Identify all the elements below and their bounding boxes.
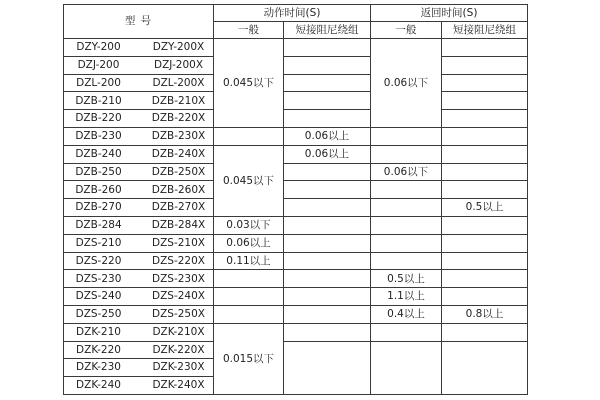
return-short-cell bbox=[442, 110, 528, 128]
model-code-x: DZB-240X bbox=[151, 147, 206, 160]
action-short-cell bbox=[284, 39, 371, 57]
model-cell bbox=[64, 252, 214, 270]
action-short-cell bbox=[284, 163, 371, 181]
model-cell bbox=[64, 359, 214, 377]
return-general-cell bbox=[371, 252, 442, 270]
action-short-cell bbox=[284, 181, 371, 199]
return-general-cell: 0.06以下 bbox=[371, 163, 442, 181]
header-return-group: 返回时间(S) bbox=[371, 5, 528, 22]
action-short-cell bbox=[284, 234, 371, 252]
header-row-1 bbox=[64, 5, 528, 22]
model-cell bbox=[64, 181, 214, 199]
model-cell bbox=[64, 39, 214, 57]
action-general-cell bbox=[214, 288, 284, 306]
action-general-cell bbox=[214, 305, 284, 323]
action-general-cell: 0.015以下 bbox=[214, 323, 284, 394]
return-general-cell bbox=[371, 216, 442, 234]
model-cell bbox=[64, 377, 214, 395]
return-short-cell bbox=[442, 270, 528, 288]
model-code-x: DZS-250X bbox=[152, 308, 205, 321]
model-code-x: DZB-250X bbox=[151, 165, 206, 178]
table-row bbox=[64, 163, 528, 181]
table-row bbox=[64, 74, 528, 92]
model-cell bbox=[64, 234, 214, 252]
table-row bbox=[64, 216, 528, 234]
header-action-group: 动作时间(S) bbox=[214, 5, 371, 22]
model-code-x: DZK-240X bbox=[152, 379, 205, 392]
model-cell bbox=[64, 199, 214, 217]
table-row bbox=[64, 252, 528, 270]
table-row bbox=[64, 110, 528, 128]
model-cell bbox=[64, 323, 214, 341]
model-code-x: DZS-230X bbox=[152, 272, 205, 285]
model-cell bbox=[64, 305, 214, 323]
model-code: DZB-240 bbox=[75, 147, 122, 160]
action-short-cell bbox=[284, 288, 371, 306]
action-short-cell bbox=[284, 110, 371, 128]
model-code-x: DZS-220X bbox=[152, 254, 205, 267]
table-row bbox=[64, 199, 528, 217]
model-cell bbox=[64, 216, 214, 234]
model-code: DZK-220 bbox=[76, 343, 121, 356]
header-model: 型 号 bbox=[64, 5, 214, 39]
return-short-cell bbox=[442, 181, 528, 199]
spec-table bbox=[63, 4, 528, 395]
table-row bbox=[64, 145, 528, 163]
model-code-x: DZB-210X bbox=[151, 94, 206, 107]
model-cell bbox=[64, 341, 214, 359]
return-general-cell: 0.06以下 bbox=[371, 39, 442, 128]
action-general-cell: 0.06以上 bbox=[214, 234, 284, 252]
action-short-cell: 0.06以上 bbox=[284, 145, 371, 163]
return-short-cell bbox=[442, 163, 528, 181]
return-general-cell bbox=[371, 323, 442, 341]
header-return-short-damping: 短接阻尼绕组 bbox=[442, 22, 528, 39]
return-general-cell bbox=[371, 341, 442, 394]
model-code-x: DZY-200X bbox=[152, 41, 205, 54]
model-code: DZB-284 bbox=[75, 219, 122, 232]
model-code-x: DZS-240X bbox=[152, 290, 205, 303]
model-cell bbox=[64, 145, 214, 163]
model-code-x: DZB-270X bbox=[151, 201, 206, 214]
model-cell bbox=[64, 110, 214, 128]
table-row bbox=[64, 127, 528, 145]
action-short-cell bbox=[284, 323, 371, 341]
action-short-cell bbox=[284, 252, 371, 270]
table-row bbox=[64, 305, 528, 323]
model-code: DZJ-200 bbox=[77, 58, 120, 71]
action-general-cell: 0.045以下 bbox=[214, 39, 284, 128]
model-code: DZY-200 bbox=[76, 41, 121, 54]
model-cell bbox=[64, 270, 214, 288]
action-short-cell bbox=[284, 92, 371, 110]
model-code-x: DZB-260X bbox=[151, 183, 206, 196]
return-short-cell bbox=[442, 92, 528, 110]
action-short-cell bbox=[284, 199, 371, 217]
model-code: DZB-230 bbox=[75, 130, 122, 143]
return-general-cell bbox=[371, 127, 442, 145]
model-code: DZK-210 bbox=[76, 325, 121, 338]
model-code: DZB-210 bbox=[75, 94, 122, 107]
model-code-x: DZK-220X bbox=[152, 343, 205, 356]
model-cell bbox=[64, 74, 214, 92]
return-general-cell bbox=[371, 199, 442, 217]
action-short-cell bbox=[284, 270, 371, 288]
table-row bbox=[64, 323, 528, 341]
return-short-cell bbox=[442, 252, 528, 270]
model-code: DZK-230 bbox=[76, 361, 121, 374]
action-short-cell bbox=[284, 56, 371, 74]
header-action-short-damping: 短接阻尼绕组 bbox=[284, 22, 371, 39]
model-code: DZS-210 bbox=[75, 236, 122, 249]
return-general-cell bbox=[371, 181, 442, 199]
model-code: DZS-250 bbox=[75, 308, 122, 321]
return-short-cell bbox=[442, 216, 528, 234]
model-cell bbox=[64, 127, 214, 145]
action-general-cell bbox=[214, 270, 284, 288]
action-general-cell: 0.045以下 bbox=[214, 145, 284, 216]
model-code-x: DZB-284X bbox=[151, 219, 206, 232]
model-code-x: DZB-230X bbox=[151, 130, 206, 143]
model-code: DZB-220 bbox=[75, 112, 122, 125]
table-row bbox=[64, 56, 528, 74]
header-return-general: 一般 bbox=[371, 22, 442, 39]
return-short-cell bbox=[442, 39, 528, 57]
model-code: DZB-250 bbox=[75, 165, 122, 178]
action-short-cell bbox=[284, 216, 371, 234]
action-short-cell bbox=[284, 341, 371, 394]
return-short-cell bbox=[442, 288, 528, 306]
model-code: DZK-240 bbox=[76, 379, 121, 392]
action-short-cell: 0.06以上 bbox=[284, 127, 371, 145]
table-row bbox=[64, 181, 528, 199]
return-short-cell bbox=[442, 341, 528, 394]
action-short-cell bbox=[284, 74, 371, 92]
action-short-cell bbox=[284, 305, 371, 323]
model-code: DZS-230 bbox=[75, 272, 122, 285]
model-cell bbox=[64, 163, 214, 181]
model-code-x: DZK-210X bbox=[152, 325, 205, 338]
action-general-cell: 0.03以下 bbox=[214, 216, 284, 234]
return-short-cell bbox=[442, 323, 528, 341]
action-general-cell: 0.11以上 bbox=[214, 252, 284, 270]
return-short-cell bbox=[442, 127, 528, 145]
return-short-cell bbox=[442, 56, 528, 74]
return-short-cell: 0.5以上 bbox=[442, 199, 528, 217]
return-general-cell bbox=[371, 234, 442, 252]
table-row bbox=[64, 92, 528, 110]
model-code: DZL-200 bbox=[76, 76, 121, 89]
model-code-x: DZS-210X bbox=[152, 236, 205, 249]
model-code-x: DZB-220X bbox=[151, 112, 206, 125]
model-cell bbox=[64, 56, 214, 74]
model-cell bbox=[64, 288, 214, 306]
model-code-x: DZK-230X bbox=[152, 361, 205, 374]
return-short-cell bbox=[442, 74, 528, 92]
model-code: DZS-240 bbox=[75, 290, 122, 303]
model-code: DZB-270 bbox=[75, 201, 122, 214]
return-short-cell bbox=[442, 234, 528, 252]
table-row bbox=[64, 288, 528, 306]
table-row bbox=[64, 270, 528, 288]
return-general-cell: 0.5以上 bbox=[371, 270, 442, 288]
return-short-cell bbox=[442, 145, 528, 163]
header-action-general: 一般 bbox=[214, 22, 284, 39]
model-code-x: DZL-200X bbox=[152, 76, 205, 89]
return-general-cell bbox=[371, 145, 442, 163]
table-row bbox=[64, 234, 528, 252]
model-code: DZS-220 bbox=[75, 254, 122, 267]
return-general-cell: 1.1以上 bbox=[371, 288, 442, 306]
model-code: DZB-260 bbox=[75, 183, 122, 196]
action-general-cell bbox=[214, 127, 284, 145]
model-cell bbox=[64, 92, 214, 110]
table-row bbox=[64, 341, 528, 359]
model-code-x: DZJ-200X bbox=[153, 58, 204, 71]
return-short-cell: 0.8以上 bbox=[442, 305, 528, 323]
return-general-cell: 0.4以上 bbox=[371, 305, 442, 323]
table-row bbox=[64, 39, 528, 57]
